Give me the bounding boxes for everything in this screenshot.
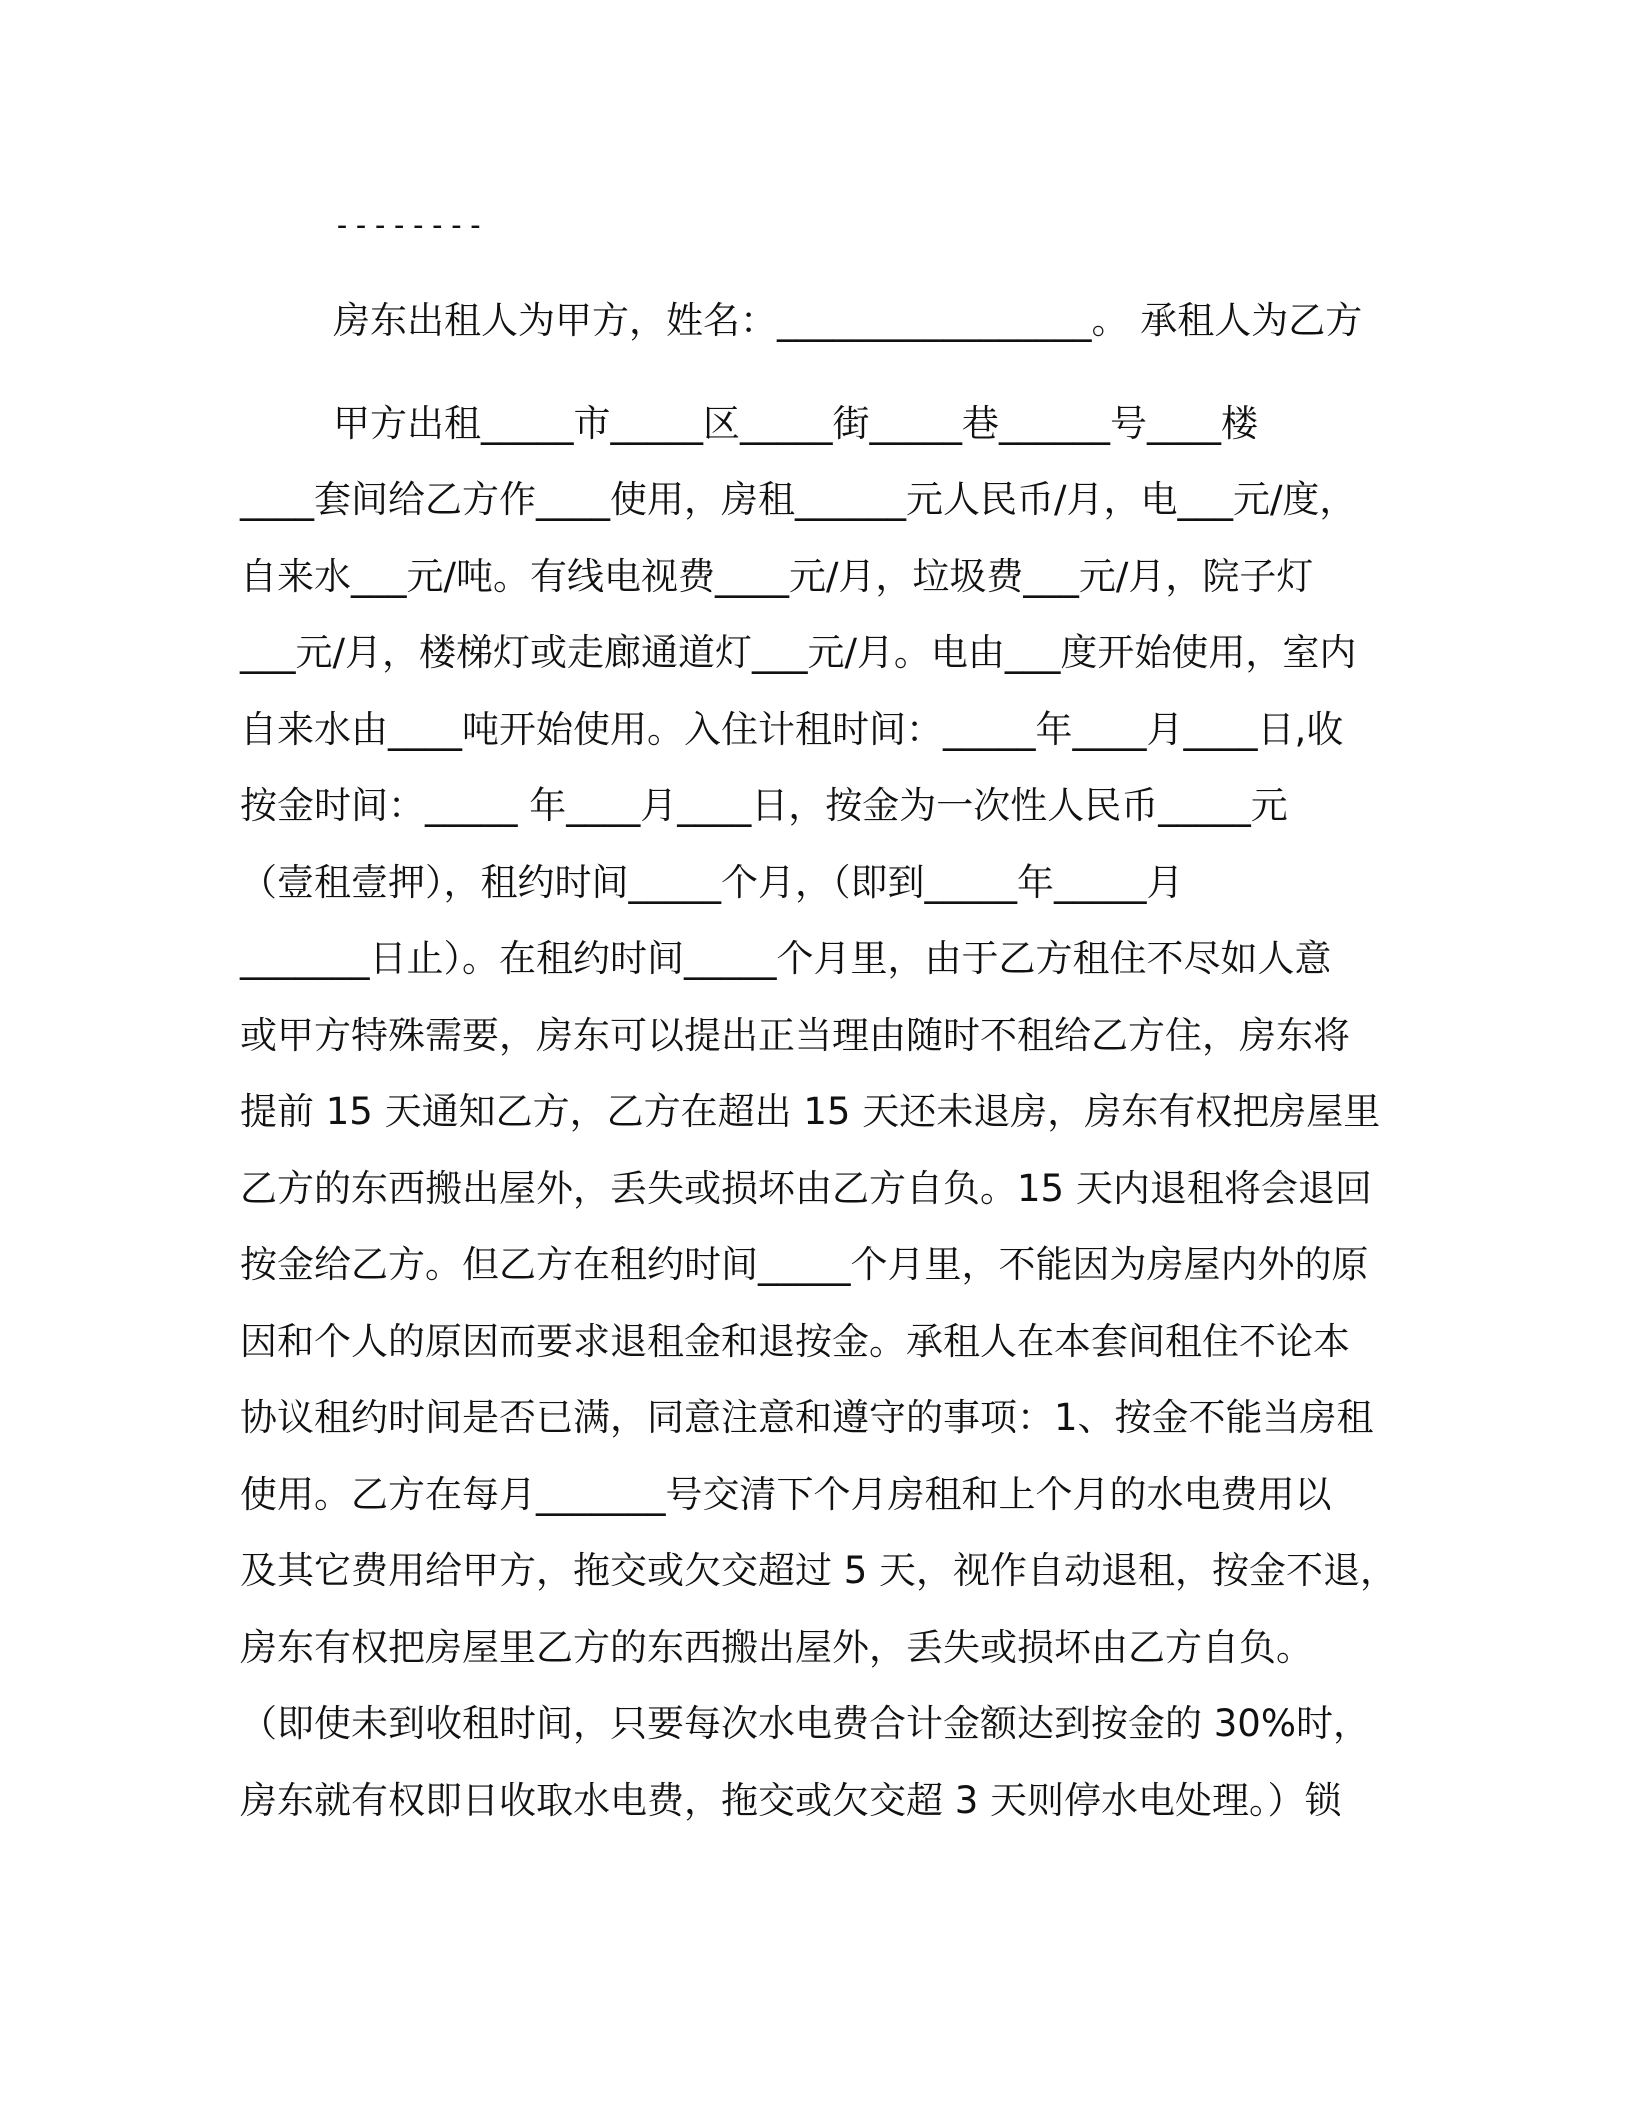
paragraph-line: _______日止）。在租约时间_____个月里，由于乙方租住不尽如人意 [240,937,1332,980]
paragraph-line: 因和个人的原因而要求退租金和退按金。承租人在本套间租住不论本 [240,1320,1350,1363]
paragraph-line: 甲方出租_____市_____区_____街_____巷______号____楼 [333,402,1258,445]
paragraph-line: 自来水由____吨开始使用。入住计租时间：_____年____月____日,收 [240,708,1344,751]
paragraph-line: 及其它费用给甲方，拖交或欠交超过 5 天，视作自动退租，按金不退， [240,1549,1398,1592]
paragraph-line: 房东就有权即日收取水电费，拖交或欠交超 3 天则停水电处理。）锁 [240,1779,1342,1822]
paragraph-line: 使用。乙方在每月_______号交清下个月房租和上个月的水电费用以 [240,1473,1332,1516]
paragraph-line: 协议租约时间是否已满，同意注意和遵守的事项：1、按金不能当房租 [240,1396,1374,1439]
paragraph-line: （壹租壹押），租约时间_____个月，（即到_____年_____月 [240,861,1184,904]
paragraph-line: 按金给乙方。但乙方在租约时间_____个月里，不能因为房屋内外的原 [240,1243,1369,1286]
paragraph-line: 提前 15 天通知乙方，乙方在超出 15 天还未退房，房东有权把房屋里 [240,1090,1381,1133]
paragraph-line: 或甲方特殊需要，房东可以提出正当理由随时不租给乙方住，房东将 [240,1014,1350,1057]
paragraph-line: 乙方的东西搬出屋外，丢失或损坏由乙方自负。15 天内退租将会退回 [240,1167,1372,1210]
paragraph-line: （即使未到收租时间，只要每次水电费合计金额达到按金的 30%时， [240,1702,1370,1745]
paragraph-line: 房东出租人为甲方，姓名：_________________。 承租人为乙方 [333,299,1363,342]
separator-line: -------- [333,208,486,243]
paragraph-line: 自来水___元/吨。有线电视费____元/月，垃圾费___元/月，院子灯 [240,555,1314,598]
paragraph-line: 房东有权把房屋里乙方的东西搬出屋外，丢失或损坏由乙方自负。 [240,1626,1313,1669]
paragraph-line: 按金时间：_____ 年____月____日，按金为一次性人民币_____元 [240,784,1288,827]
paragraph-line: ____套间给乙方作____使用，房租______元人民币/月，电___元/度， [240,478,1357,521]
paragraph-line: ___元/月，楼梯灯或走廊通道灯___元/月。电由___度开始使用，室内 [240,631,1357,674]
